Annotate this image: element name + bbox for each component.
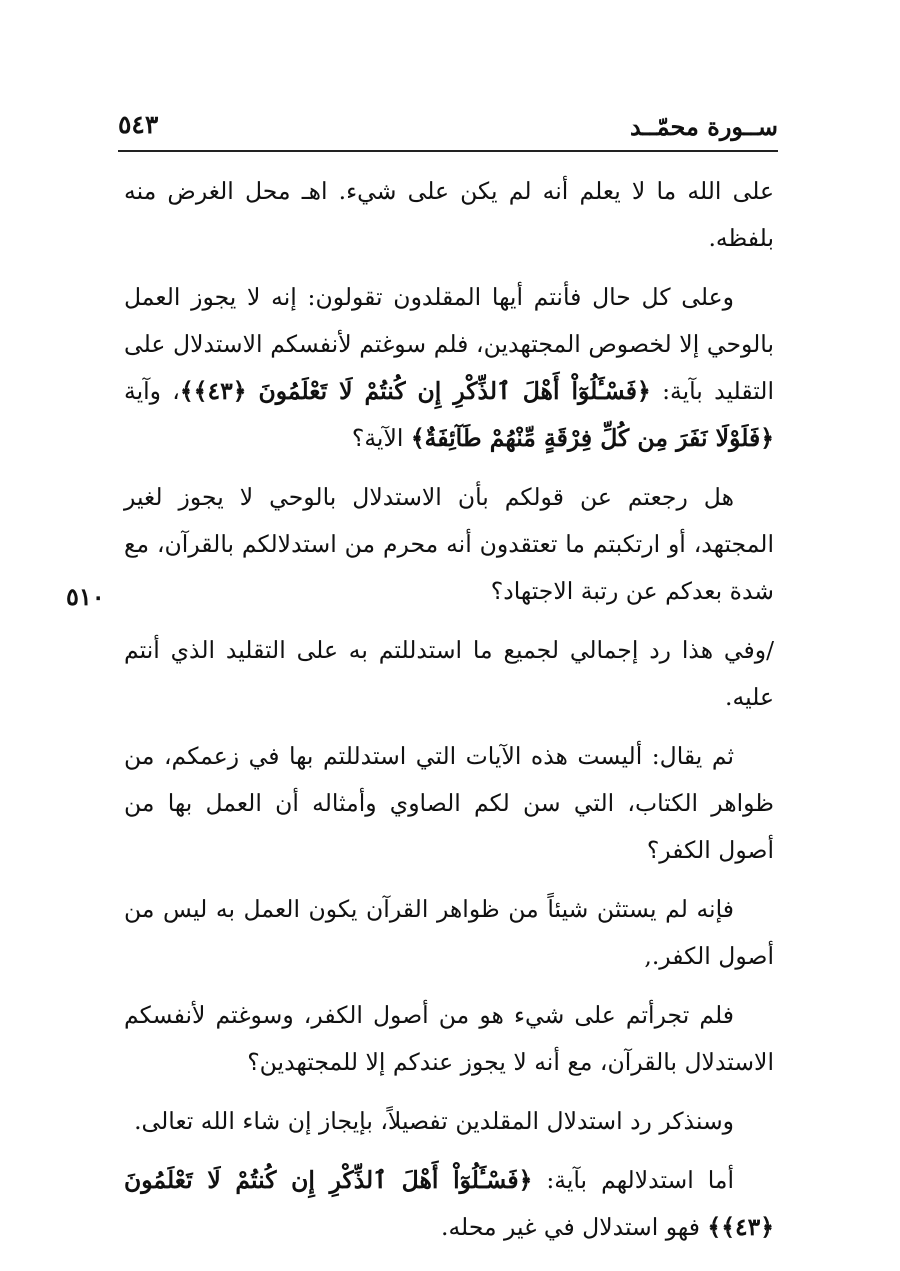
paragraph-text: وعلى كل حال فأنتم أيها المقلدون تقولون: إنه لا يجوز العمل بالوحي إلا لخصوص المجتهدين، فلم سوغتم لأنفسكم الاستدلال على التقليد بآية: [124, 283, 774, 405]
header-divider [118, 150, 778, 152]
page-header [118, 108, 778, 148]
paragraph-text: فإنه لم يستثن شيئاً من ظواهر القرآن يكون العمل به ليس من أصول الكفر., [124, 895, 774, 970]
paragraph-text: وسنذكر رد استدلال المقلدين تفصيلاً، بإيجاز إن شاء الله تعالى. [134, 1107, 734, 1135]
paragraph-7 [124, 992, 774, 1086]
paragraph-8 [124, 1098, 774, 1145]
paragraph-text: أما استدلالهم بآية: [532, 1166, 734, 1194]
quran-verse: ﴿فَلَوْلَا نَفَرَ مِن كُلِّ فِرْقَةٍ مِّنْهُمْ طَآئِفَةٌ﴾ [410, 424, 774, 452]
paragraph-1 [124, 168, 774, 262]
paragraph-text: هل رجعتم عن قولكم بأن الاستدلال بالوحي لا يجوز لغير المجتهد، أو ارتكبتم ما تعتقدون أنه محرم من استدلالكم بالقرآن، مع شدة بعدكم عن رتبة الاجتهاد؟ [124, 483, 774, 605]
paragraph-text: فلم تجرأتم على شيء هو من أصول الكفر، وسوغتم لأنفسكم الاستدلال بالقرآن، مع أنه لا يجوز عندكم إلا للمجتهدين؟ [124, 1001, 774, 1076]
quran-verse: ﴿فَسْـَٔلُوٓاْ أَهْلَ ٱلذِّكْرِ إِن كُنتُمْ لَا تَعْلَمُونَ ﴿٤٣﴾﴾ [124, 1166, 774, 1241]
paragraph-5 [124, 733, 774, 874]
paragraph-text: فهو استدلال في غير محله. [440, 1213, 708, 1241]
paragraph-text: الآية؟ [351, 424, 411, 452]
paragraph-6 [124, 886, 774, 980]
paragraph-2 [124, 274, 774, 462]
page-body [124, 168, 774, 1263]
paragraph-text: ثم يقال: أليست هذه الآيات التي استدللتم بها في زعمكم، من ظواهر الكتاب، التي سن لكم الصاوي وأمثاله أن العمل بها من أصول الكفر؟ [124, 742, 774, 864]
paragraph-text: على الله ما لا يعلم أنه لم يكن على شيء. اهـ محل الغرض منه بلفظه. [124, 177, 774, 252]
paragraph-4 [124, 627, 774, 721]
paragraph-text: /وفي هذا رد إجمالي لجميع ما استدللتم به على التقليد الذي أنتم عليه. [124, 636, 774, 711]
page-number: ٥٤٣ [118, 110, 159, 139]
surah-title: ســورة محمّــد [630, 112, 778, 141]
paragraph-3 [124, 474, 774, 615]
paragraph-text: ، وآية [124, 377, 180, 405]
margin-page-reference: ٥١٠ [66, 582, 105, 611]
paragraph-9 [124, 1157, 774, 1251]
quran-verse: ﴿فَسْـَٔلُوٓاْ أَهْلَ ٱلذِّكْرِ إِن كُنتُمْ لَا تَعْلَمُونَ ﴿٤٣﴾﴾ [179, 377, 651, 405]
